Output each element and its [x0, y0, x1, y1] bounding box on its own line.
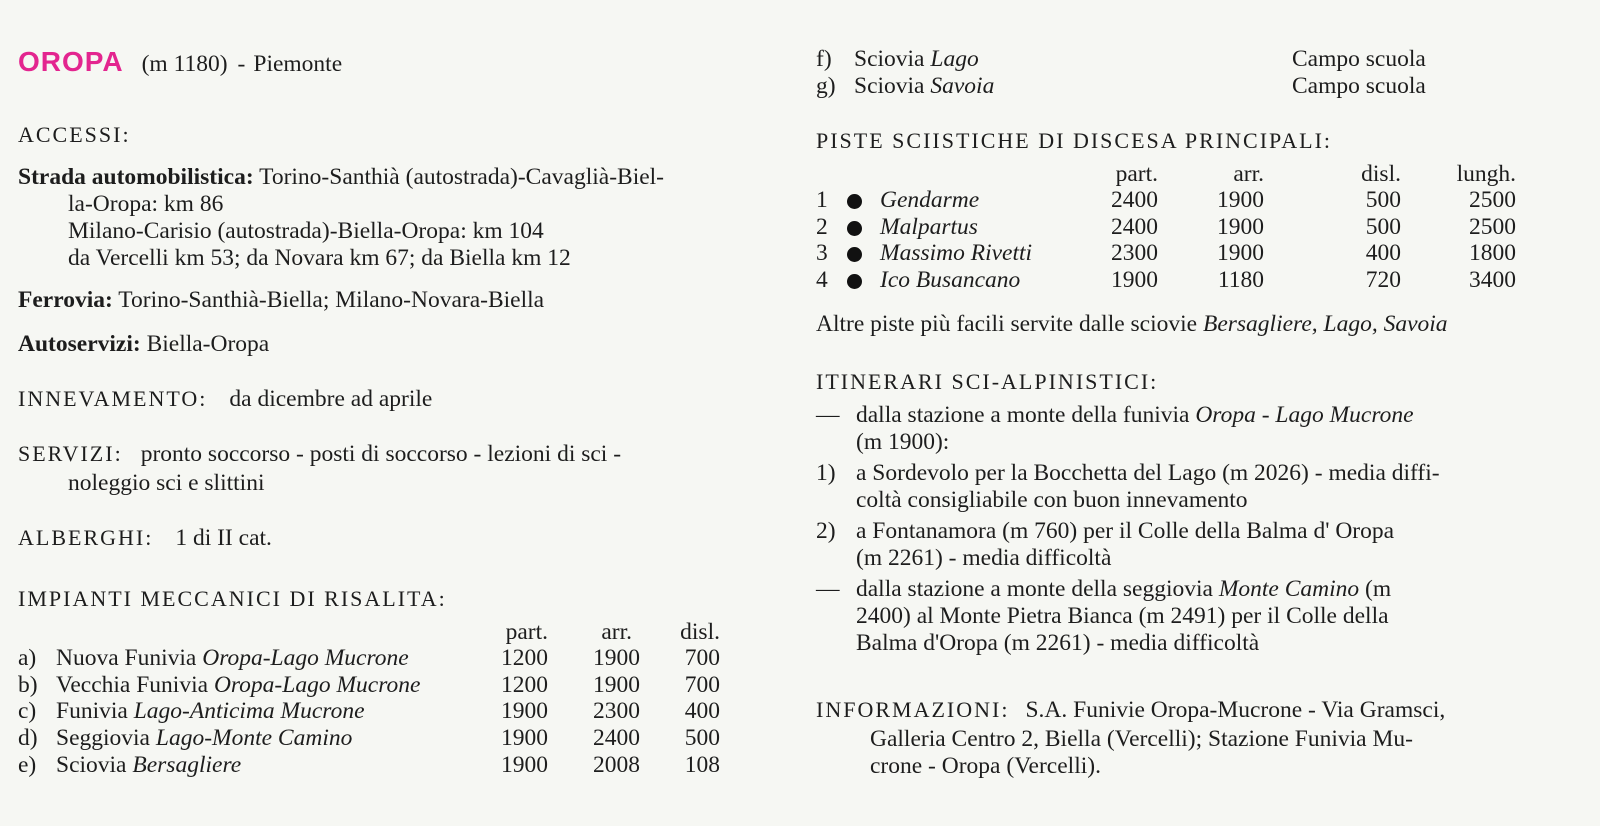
- impianti-row-part: 1200: [501, 671, 548, 698]
- impianti-row-arr: 2300: [593, 698, 640, 725]
- autoservizi-line: [18, 331, 269, 358]
- piste-note-prefix: Altre piste più facili servite dalle sciovie: [816, 311, 1198, 337]
- strada-value-1: Torino-Santhià (autostrada)-Cavaglià-Biel-: [259, 164, 665, 190]
- piste-row-part: 2400: [1111, 187, 1158, 213]
- servizi-line2: noleggio sci e slittini: [68, 470, 265, 496]
- impianti-row-name: [854, 46, 979, 73]
- piste-row-part: 1900: [1111, 267, 1158, 294]
- impianti-row-italic: Bersagliere: [132, 751, 242, 778]
- piste-col-lungh: lungh.: [1456, 161, 1516, 187]
- impianti-col-part: part.: [505, 619, 548, 645]
- autoservizi-label: Autoservizi:: [18, 331, 141, 357]
- impianti-row-letter: b): [18, 671, 38, 698]
- itinerario-4-italic: Monte Camino: [1218, 576, 1360, 602]
- itinerario-2-marker: 1): [816, 460, 836, 486]
- strada-line4: da Vercelli km 53; da Novara km 67; da Biella km 12: [68, 245, 571, 271]
- piste-col-part: part.: [1115, 161, 1158, 187]
- impianti-row-disl: 700: [684, 645, 720, 671]
- black-dot-icon: [847, 194, 862, 209]
- impianti-row-part: 1900: [501, 698, 548, 725]
- itinerario-4-marker: —: [816, 576, 840, 602]
- impianti-row-letter: e): [18, 751, 37, 778]
- impianti-row-type: Sciovia: [56, 751, 127, 778]
- impianti-row-type: Sciovia: [854, 46, 925, 72]
- impianti-row-name: [56, 672, 420, 699]
- piste-row-disl: 500: [1365, 213, 1401, 240]
- piste-note-names: Bersagliere, Lago, Savoia: [1202, 311, 1448, 337]
- itinerario-3-line2: (m 2261) - media difficoltà: [856, 545, 1112, 571]
- impianti-heading: IMPIANTI MECCANICI DI RISALITA:: [18, 586, 447, 611]
- impianti-row-letter: g): [816, 72, 836, 99]
- piste-row-arr: 1900: [1217, 240, 1264, 267]
- piste-row-lungh: 3400: [1469, 267, 1516, 294]
- impianti-row-type: Nuova Funivia: [56, 645, 197, 671]
- title-name: OROPA: [18, 46, 124, 77]
- piste-row-lungh: 2500: [1469, 213, 1516, 240]
- impianti-row-part: 1900: [501, 725, 548, 752]
- informazioni-heading: INFORMAZIONI:: [816, 697, 1010, 722]
- itinerario-1-text: dalla stazione a monte della funivia: [856, 402, 1190, 428]
- piste-heading: PISTE SCIISTICHE DI DISCESA PRINCIPALI:: [816, 128, 1333, 153]
- impianti-col-disl: disl.: [680, 619, 720, 645]
- impianti-row-letter: a): [18, 645, 37, 671]
- itinerario-1-line1: [856, 402, 1414, 429]
- alberghi-heading: ALBERGHI:: [18, 525, 154, 550]
- impianti-row-arr: 2400: [593, 725, 640, 752]
- impianti-row-letter: d): [18, 725, 38, 752]
- itinerario-4-line1: [856, 576, 1391, 603]
- impianti-row-italic: Lago-Monte Camino: [155, 725, 353, 752]
- piste-row-lungh: 2500: [1469, 187, 1516, 213]
- piste-row-disl: 500: [1365, 187, 1401, 213]
- impianti-row-disl: 108: [684, 751, 720, 778]
- piste-row-number: 3: [816, 240, 828, 267]
- strada-line3: Milano-Carisio (autostrada)-Biella-Oropa: km 104: [68, 218, 544, 244]
- servizi-value-1: pronto soccorso - posti di soccorso - lezioni di sci -: [140, 441, 622, 467]
- impianti-row-disl: 400: [684, 698, 720, 725]
- itinerario-1-italic: Oropa - Lago Mucrone: [1195, 402, 1414, 428]
- impianti-row-type: Seggiovia: [56, 725, 150, 752]
- impianti-row-name: [56, 752, 241, 779]
- piste-row-arr: 1900: [1217, 213, 1264, 240]
- itinerari-heading: ITINERARI SCI-ALPINISTICI:: [816, 369, 1159, 394]
- impianti-col-arr: arr.: [601, 619, 632, 645]
- informazioni-value-1: S.A. Funivie Oropa-Mucrone - Via Gramsci,: [1025, 697, 1446, 723]
- piste-row-part: 2300: [1111, 240, 1158, 267]
- servizi-heading: SERVIZI:: [18, 441, 123, 466]
- innevamento-heading: INNEVAMENTO:: [18, 386, 208, 411]
- piste-col-arr: arr.: [1233, 161, 1264, 187]
- servizi-line1: [18, 441, 621, 468]
- innevamento-line: [18, 386, 432, 413]
- alberghi-value: 1 di II cat.: [175, 525, 272, 551]
- piste-row-lungh: 1800: [1469, 240, 1516, 267]
- itinerario-1-line2: (m 1900):: [856, 429, 950, 455]
- itinerario-2-line1: a Sordevolo per la Bocchetta del Lago (m 2026) - media diffi-: [856, 460, 1440, 486]
- piste-row-name: Malpartus: [880, 213, 978, 240]
- impianti-row-type: Funivia: [56, 698, 128, 725]
- impianti-row-letter: c): [18, 698, 37, 725]
- piste-col-disl: disl.: [1361, 161, 1401, 187]
- informazioni-line1: [816, 697, 1445, 724]
- piste-row-disl: 400: [1365, 240, 1401, 267]
- piste-row-arr: 1180: [1217, 267, 1264, 294]
- strada-line1: [18, 164, 664, 191]
- informazioni-line3: crone - Oropa (Vercelli).: [870, 753, 1101, 779]
- black-dot-icon: [847, 247, 862, 262]
- impianti-row-arr: 2008: [593, 751, 640, 778]
- impianti-row-note: Campo scuola: [1292, 72, 1426, 99]
- black-dot-icon: [847, 274, 862, 289]
- ferrovia-label: Ferrovia:: [18, 287, 113, 313]
- itinerario-2-line2: coltà consigliabile con buon innevamento: [856, 487, 1248, 513]
- title-region: Piemonte: [253, 51, 343, 77]
- impianti-row-type: Sciovia: [854, 72, 925, 99]
- impianti-row-italic: Savoia: [930, 72, 995, 99]
- page-title: [18, 46, 342, 78]
- piste-row-number: 2: [816, 213, 828, 240]
- piste-row-disl: 720: [1365, 267, 1401, 294]
- piste-row-part: 2400: [1111, 213, 1158, 240]
- autoservizi-value: Biella-Oropa: [146, 331, 270, 357]
- piste-row-arr: 1900: [1217, 187, 1264, 213]
- ferrovia-value: Torino-Santhià-Biella; Milano-Novara-Biella: [118, 287, 545, 313]
- impianti-row-type: Vecchia Funivia: [56, 671, 209, 698]
- impianti-row-italic: Lago-Anticima Mucrone: [133, 698, 365, 725]
- accessi-heading: ACCESSI:: [18, 122, 131, 147]
- strada-label: Strada automobilistica:: [18, 164, 254, 190]
- piste-row-name: Gendarme: [880, 187, 980, 213]
- title-separator: -: [237, 51, 246, 77]
- impianti-row-arr: 1900: [593, 671, 640, 698]
- impianti-row-name: [56, 698, 365, 725]
- itinerario-1-marker: —: [816, 402, 840, 428]
- impianti-row-name: [56, 725, 352, 752]
- itinerario-4-post: (m: [1365, 576, 1392, 602]
- impianti-row-name: [854, 73, 994, 100]
- piste-row-number: 4: [816, 267, 828, 294]
- ferrovia-line: [18, 287, 544, 314]
- innevamento-value: da dicembre ad aprile: [229, 386, 433, 412]
- impianti-row-italic: Oropa-Lago Mucrone: [202, 645, 409, 671]
- impianti-row-part: 1200: [501, 645, 548, 671]
- impianti-row-name: [56, 645, 409, 672]
- itinerario-4-line2: 2400) al Monte Pietra Bianca (m 2491) per il Colle della: [856, 603, 1389, 629]
- impianti-row-part: 1900: [501, 751, 548, 778]
- alberghi-line: [18, 525, 272, 552]
- piste-row-name: Ico Busancano: [880, 267, 1021, 294]
- title-altitude: (m 1180): [141, 51, 228, 77]
- piste-row-number: 1: [816, 187, 828, 213]
- impianti-row-disl: 700: [684, 671, 720, 698]
- impianti-row-letter: f): [816, 46, 832, 72]
- impianti-row-italic: Lago: [930, 46, 979, 72]
- impianti-row-disl: 500: [684, 725, 720, 752]
- strada-line2: la-Oropa: km 86: [68, 191, 224, 217]
- informazioni-line2: Galleria Centro 2, Biella (Vercelli); Stazione Funivia Mu-: [870, 726, 1413, 752]
- itinerario-3-marker: 2): [816, 518, 836, 544]
- itinerario-4-text: dalla stazione a monte della seggiovia: [856, 576, 1213, 602]
- piste-row-name: Massimo Rivetti: [880, 240, 1033, 267]
- piste-note: [816, 311, 1448, 338]
- itinerario-4-line3: Balma d'Oropa (m 2261) - media difficoltà: [856, 630, 1260, 656]
- impianti-row-note: Campo scuola: [1292, 46, 1426, 72]
- itinerario-3-line1: a Fontanamora (m 760) per il Colle della Balma d' Oropa: [856, 518, 1395, 544]
- impianti-row-arr: 1900: [593, 645, 640, 671]
- black-dot-icon: [847, 221, 862, 236]
- impianti-row-italic: Oropa-Lago Mucrone: [213, 671, 421, 698]
